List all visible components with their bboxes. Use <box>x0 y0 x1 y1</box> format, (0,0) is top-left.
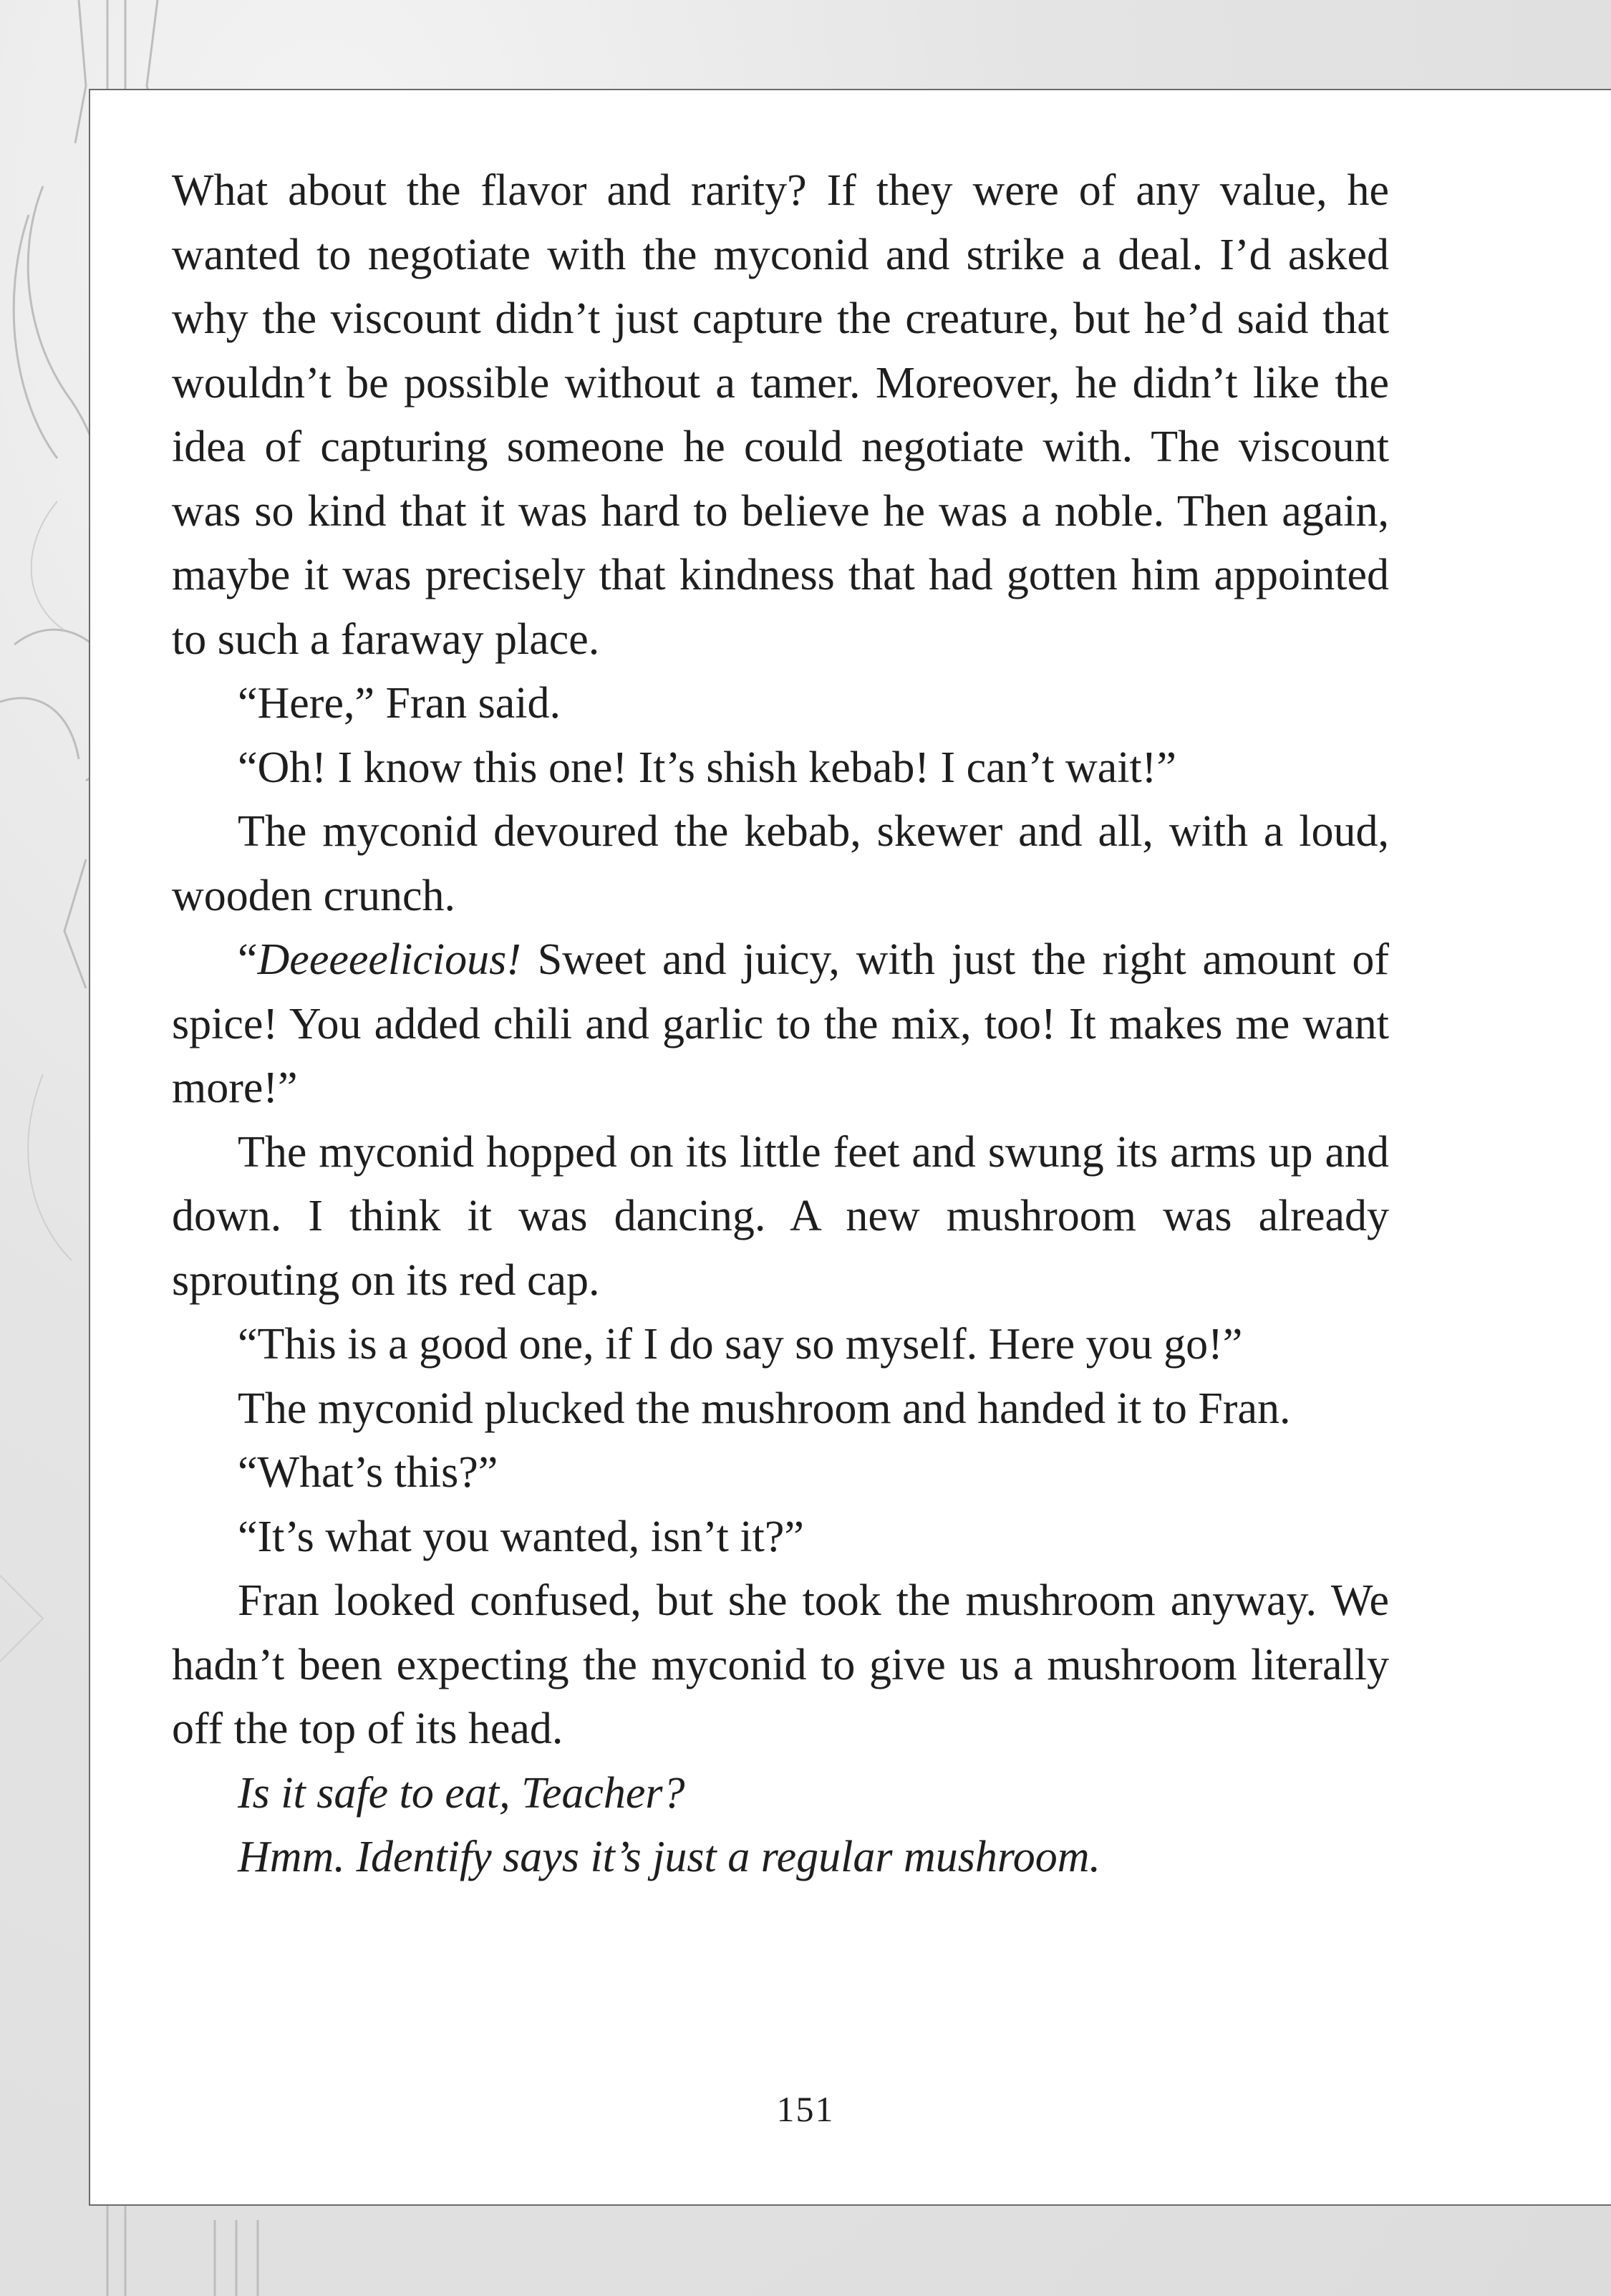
paragraph <box>172 1569 1389 1762</box>
italic-text: Deeeeelicious! <box>257 935 521 984</box>
paragraph <box>172 1825 1389 1890</box>
italic-text: Hmm. Identify says it’s just a regular mushroom. <box>238 1833 1100 1881</box>
paragraph <box>172 1762 1389 1826</box>
text-run: “This is a good one, if I do say so myself. Here you go!” <box>238 1320 1243 1369</box>
paragraph <box>172 1441 1389 1505</box>
text-run: The myconid plucked the mushroom and handed it to Fran. <box>238 1384 1291 1433</box>
italic-text: Is it safe to eat, Teacher? <box>238 1768 685 1818</box>
text-run: What about the flavor and rarity? If they were of any value, he wanted to negotiate with the myconid and strike a deal. I’d asked why the viscount didn’t just capture the creature, but he’d said that wouldn’t be possible without a tamer. Moreover, he didn’t like the idea of capturing someone he could negotiate with. The viscount was so kind that it was hard to believe he was a noble. Then again, maybe it was precisely that kindness that had gotten him appointed to such a faraway place. <box>172 166 1389 664</box>
text-run: “Oh! I know this one! It’s shish kebab! I can’t wait!” <box>238 743 1176 792</box>
paragraph <box>172 1377 1389 1442</box>
paragraph <box>172 672 1389 736</box>
text-run: The myconid hopped on its little feet and swung its arms up and down. I think it was dancing. A new mushroom was already sprouting on its red cap. <box>172 1127 1389 1305</box>
paragraph <box>172 1121 1389 1313</box>
paragraph <box>172 928 1389 1121</box>
text-run: Fran looked confused, but she took the mushroom anyway. We hadn’t been expecting the myconid to give us a mushroom literally off the top of its head. <box>172 1576 1389 1753</box>
paragraph <box>172 1505 1389 1570</box>
paragraph <box>172 736 1389 801</box>
text-run: “What’s this?” <box>238 1448 498 1497</box>
page-number: 151 <box>776 2089 835 2129</box>
paragraph <box>172 1313 1389 1377</box>
text-run: The myconid devoured the kebab, skewer and all, with a loud, wooden crunch. <box>172 807 1389 920</box>
text-run: “It’s what you wanted, isn’t it?” <box>238 1512 804 1561</box>
paragraph <box>172 159 1389 672</box>
paragraph <box>172 800 1389 928</box>
body-text <box>172 159 1389 1890</box>
text-run: Sweet and juicy, with just the right amount of spice! You added chili and garlic to the mix, too! It makes me want more!” <box>172 935 1389 1112</box>
text-run: “ <box>238 935 258 984</box>
text-run: “Here,” Fran said. <box>238 679 561 728</box>
